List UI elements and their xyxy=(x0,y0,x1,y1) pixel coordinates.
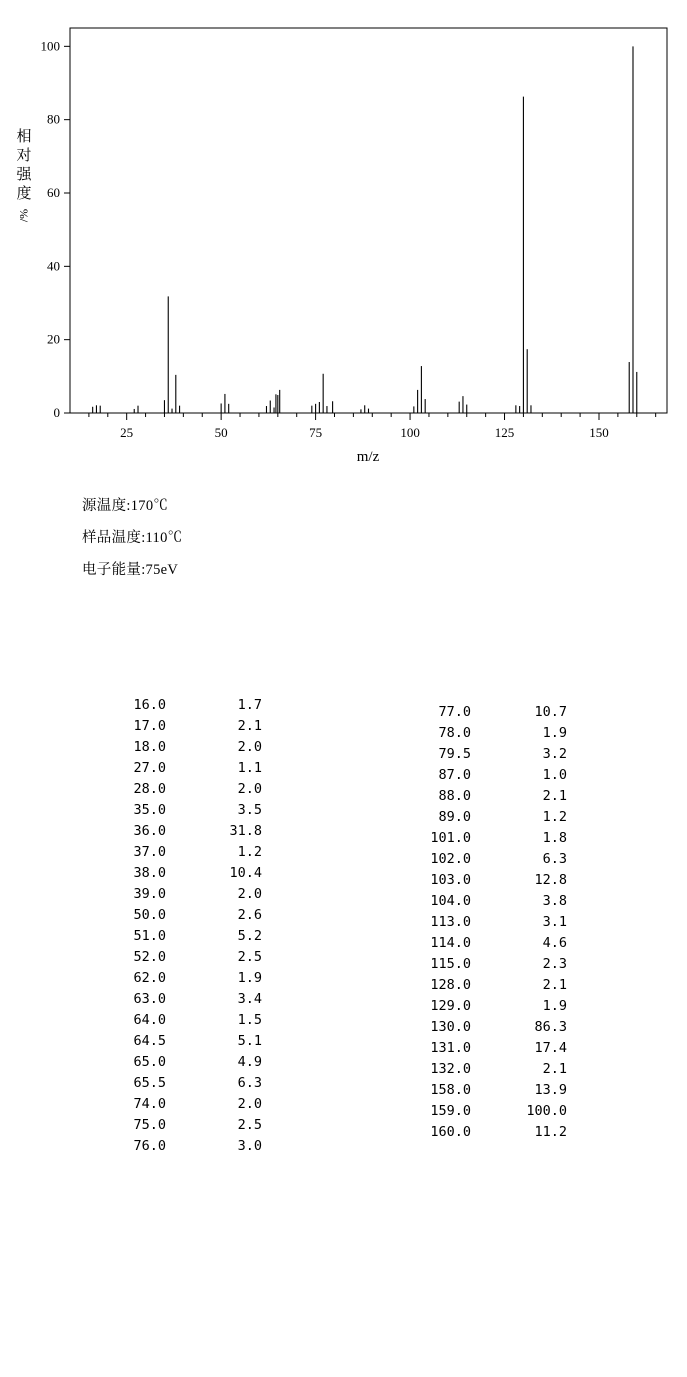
peak-intensity-value: 3.5 xyxy=(237,802,262,818)
peak-mz-value: 75.0 xyxy=(133,1117,166,1133)
x-axis-label: m/z xyxy=(356,449,380,465)
peak-table-row xyxy=(413,723,567,744)
peak-mz-value: 132.0 xyxy=(430,1061,471,1077)
peak-table-row xyxy=(413,765,567,786)
peak-table-row xyxy=(413,912,567,933)
peak-table-row xyxy=(413,1038,567,1059)
x-tick-label: 150 xyxy=(589,425,609,440)
x-tick-label: 25 xyxy=(120,425,134,440)
peak-mz-value: 103.0 xyxy=(430,872,471,888)
y-axis-label xyxy=(14,128,34,225)
peak-mz-value: 115.0 xyxy=(430,956,471,972)
peak-mz-value: 158.0 xyxy=(430,1082,471,1098)
condition-sample-temp: 样品温度:110℃ xyxy=(82,530,183,546)
x-tick-label: 100 xyxy=(400,425,420,440)
mass-spectrum-chart xyxy=(0,0,687,480)
peak-table-row xyxy=(108,737,262,758)
y-axis-label-unit: /% xyxy=(16,208,31,223)
y-tick-label: 60 xyxy=(47,185,60,200)
peak-table-row xyxy=(413,1017,567,1038)
peak-mz-value: 62.0 xyxy=(133,970,166,986)
peak-mz-value: 36.0 xyxy=(133,823,166,839)
peak-intensity-value: 1.9 xyxy=(542,725,567,741)
y-tick-label: 20 xyxy=(47,331,60,347)
peak-table-row xyxy=(413,996,567,1017)
peak-intensity-value: 1.2 xyxy=(237,844,262,860)
peak-intensity-value: 2.1 xyxy=(542,788,567,804)
x-tick-label: 125 xyxy=(494,425,515,440)
peak-table-row xyxy=(108,695,262,716)
peak-table-row xyxy=(413,1059,567,1080)
peak-table-row xyxy=(413,1101,567,1122)
peak-intensity-value: 12.8 xyxy=(534,872,567,888)
peak-table-row xyxy=(108,863,262,884)
peak-mz-value: 28.0 xyxy=(133,781,166,797)
peak-intensity-value: 1.2 xyxy=(542,809,567,825)
peak-mz-value: 78.0 xyxy=(438,725,471,741)
peak-mz-value: 65.0 xyxy=(133,1054,166,1070)
peak-table-row xyxy=(108,884,262,905)
peak-table-row xyxy=(108,1073,262,1094)
peak-mz-value: 77.0 xyxy=(438,704,471,720)
x-tick-label: 75 xyxy=(309,425,323,440)
peak-intensity-value: 5.1 xyxy=(237,1033,262,1049)
peak-mz-value: 159.0 xyxy=(430,1103,471,1119)
peak-mz-value: 64.0 xyxy=(133,1012,166,1028)
peak-table-column-left xyxy=(108,695,262,1157)
peak-table-row xyxy=(108,716,262,737)
peak-table-column-right xyxy=(413,702,567,1143)
peak-intensity-value: 3.8 xyxy=(542,893,567,909)
peak-mz-value: 63.0 xyxy=(133,991,166,1007)
peak-mz-value: 79.5 xyxy=(438,746,471,762)
y-tick-label: 40 xyxy=(47,258,60,274)
peak-intensity-value: 2.1 xyxy=(542,1061,567,1077)
peak-table-row xyxy=(108,1010,262,1031)
measurement-conditions xyxy=(82,490,182,586)
peak-intensity-value: 1.5 xyxy=(237,1012,262,1028)
condition-source-temp: 源温度:170℃ xyxy=(82,498,169,514)
peak-intensity-value: 1.7 xyxy=(237,697,262,713)
peak-mz-value: 37.0 xyxy=(133,844,166,860)
peak-mz-value: 76.0 xyxy=(133,1138,166,1154)
peak-table-row xyxy=(108,947,262,968)
peak-intensity-value: 13.9 xyxy=(534,1082,567,1098)
peak-mz-value: 104.0 xyxy=(430,893,471,909)
peak-table-row xyxy=(108,1115,262,1136)
peak-table-row xyxy=(108,842,262,863)
peak-intensity-value: 6.3 xyxy=(542,851,567,867)
peak-table-row xyxy=(108,758,262,779)
peak-intensity-value: 86.3 xyxy=(534,1019,567,1035)
peak-intensity-value: 2.5 xyxy=(237,949,262,965)
peak-mz-value: 27.0 xyxy=(133,760,166,776)
peak-table-row xyxy=(413,849,567,870)
peak-mz-value: 101.0 xyxy=(430,830,471,846)
peak-table-row xyxy=(108,989,262,1010)
peak-intensity-value: 1.9 xyxy=(237,970,262,986)
peak-intensity-value: 1.9 xyxy=(542,998,567,1014)
peak-mz-value: 35.0 xyxy=(133,802,166,818)
peak-table-row xyxy=(413,891,567,912)
peak-mz-value: 129.0 xyxy=(430,998,471,1014)
peak-mz-value: 50.0 xyxy=(133,907,166,923)
x-axis xyxy=(89,413,656,440)
peak-table-row xyxy=(108,800,262,821)
peak-table-row xyxy=(108,779,262,800)
peak-intensity-value: 31.8 xyxy=(229,823,262,839)
peak-mz-value: 39.0 xyxy=(133,886,166,902)
peak-mz-value: 128.0 xyxy=(430,977,471,993)
y-axis xyxy=(41,38,71,420)
peak-table-row xyxy=(413,933,567,954)
peak-table-row xyxy=(413,828,567,849)
peak-mz-value: 88.0 xyxy=(438,788,471,804)
peak-mz-value: 74.0 xyxy=(133,1096,166,1112)
peak-mz-value: 18.0 xyxy=(133,739,166,755)
peak-table-row xyxy=(108,968,262,989)
peak-mz-value: 102.0 xyxy=(430,851,471,867)
peak-intensity-value: 6.3 xyxy=(237,1075,262,1091)
peak-intensity-value: 1.0 xyxy=(542,767,567,783)
peak-table-row xyxy=(108,1052,262,1073)
peak-intensity-value: 3.2 xyxy=(542,746,567,762)
peak-intensity-value: 1.8 xyxy=(542,830,567,846)
peak-intensity-value: 2.0 xyxy=(237,886,262,902)
peak-intensity-value: 3.1 xyxy=(542,914,567,930)
peak-table-row xyxy=(108,905,262,926)
y-axis-label-char-4: 度 xyxy=(16,186,32,202)
peak-mz-value: 38.0 xyxy=(133,865,166,881)
y-axis-label-char-3: 强 xyxy=(16,167,32,183)
peak-intensity-value: 1.1 xyxy=(237,760,262,776)
peak-table-row xyxy=(413,975,567,996)
peak-intensity-value: 4.6 xyxy=(542,935,567,951)
peak-intensity-value: 17.4 xyxy=(534,1040,567,1056)
peak-table-row xyxy=(413,954,567,975)
condition-electron-energy: 电子能量:75eV xyxy=(82,562,179,578)
peak-intensity-value: 3.4 xyxy=(237,991,262,1007)
peak-table-row xyxy=(413,1080,567,1101)
peak-mz-value: 64.5 xyxy=(133,1033,166,1049)
peak-intensity-value: 10.4 xyxy=(229,865,262,881)
peak-intensity-value: 3.0 xyxy=(237,1138,262,1154)
peak-mz-value: 65.5 xyxy=(133,1075,166,1091)
chart-svg xyxy=(0,0,687,480)
peak-table-row xyxy=(108,1136,262,1157)
peak-intensity-value: 11.2 xyxy=(534,1124,567,1140)
peak-table-row xyxy=(413,702,567,723)
y-tick-label: 100 xyxy=(40,38,60,54)
peak-mz-value: 89.0 xyxy=(438,809,471,825)
peak-table-row xyxy=(413,786,567,807)
peak-table-row xyxy=(413,870,567,891)
y-axis-label-char-1: 相 xyxy=(16,129,32,145)
peak-intensity-value: 2.5 xyxy=(237,1117,262,1133)
x-tick-label: 50 xyxy=(214,425,228,440)
peak-intensity-value: 2.0 xyxy=(237,739,262,755)
peak-intensity-value: 2.1 xyxy=(237,718,262,734)
peak-mz-value: 131.0 xyxy=(430,1040,471,1056)
peak-table-row xyxy=(108,821,262,842)
peak-table-row xyxy=(413,744,567,765)
peak-table-row xyxy=(108,1031,262,1052)
peak-table-row xyxy=(413,807,567,828)
peak-intensity-value: 100.0 xyxy=(526,1103,567,1119)
peak-mz-value: 52.0 xyxy=(133,949,166,965)
peak-mz-value: 17.0 xyxy=(133,718,166,734)
peak-mz-value: 114.0 xyxy=(430,935,471,951)
peak-intensity-value: 2.0 xyxy=(237,781,262,797)
peak-intensity-value: 2.1 xyxy=(542,977,567,993)
peak-mz-value: 51.0 xyxy=(133,928,166,944)
peak-mz-value: 87.0 xyxy=(438,767,471,783)
peak-table-row xyxy=(413,1122,567,1143)
peak-intensity-value: 2.6 xyxy=(237,907,262,923)
peak-mz-value: 16.0 xyxy=(133,697,166,713)
peak-intensity-value: 4.9 xyxy=(237,1054,262,1070)
peak-mz-value: 130.0 xyxy=(430,1019,471,1035)
peak-intensity-value: 10.7 xyxy=(534,704,567,720)
peak-intensity-value: 2.3 xyxy=(542,956,567,972)
peak-mz-value: 113.0 xyxy=(430,914,471,930)
peak-intensity-value: 2.0 xyxy=(237,1096,262,1112)
y-tick-label: 0 xyxy=(53,405,60,420)
y-axis-label-char-2: 对 xyxy=(16,148,32,164)
peak-table-row xyxy=(108,1094,262,1115)
y-tick-label: 80 xyxy=(47,111,60,127)
peak-mz-value: 160.0 xyxy=(430,1124,471,1140)
plot-frame xyxy=(70,28,667,413)
peak-intensity-value: 5.2 xyxy=(237,928,262,944)
peak-table-row xyxy=(108,926,262,947)
